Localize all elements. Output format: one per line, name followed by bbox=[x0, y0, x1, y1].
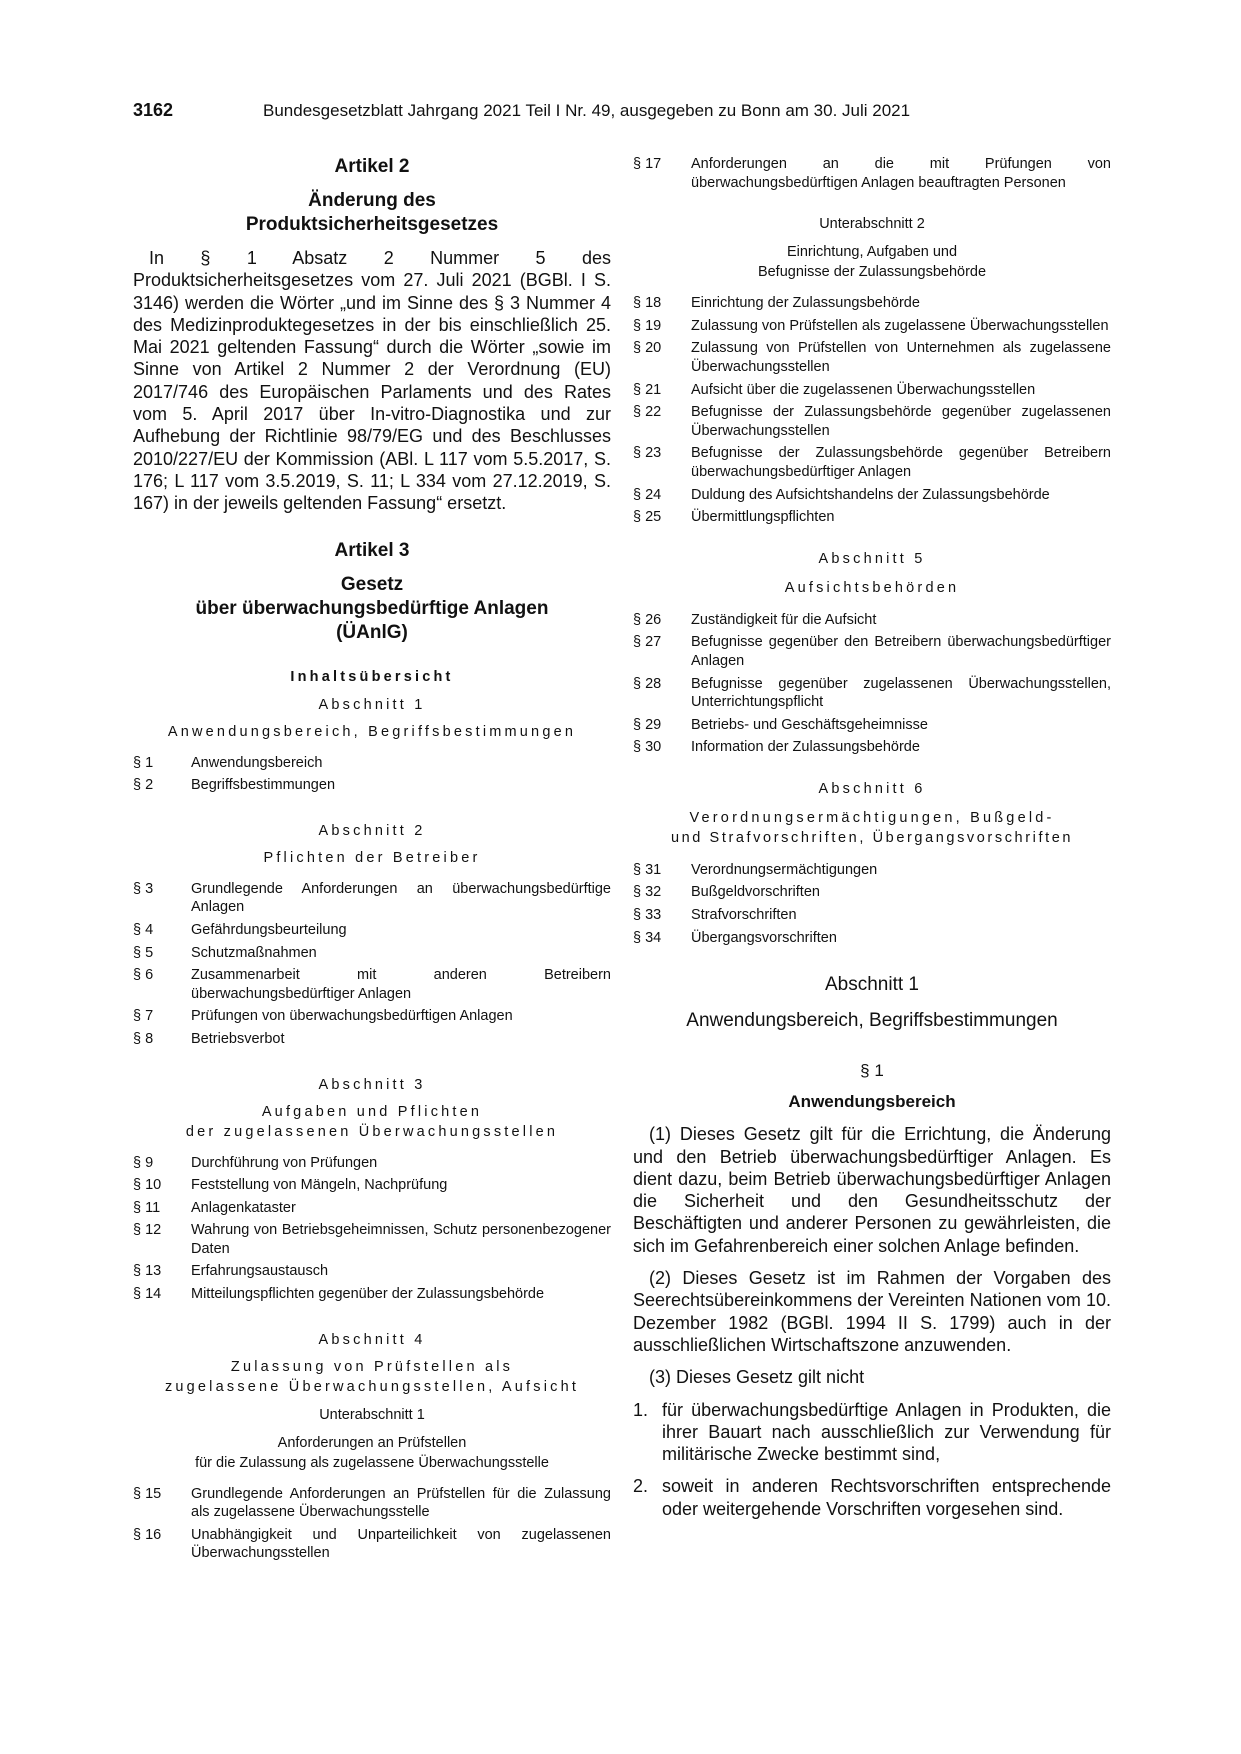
toc-entry-text: Unabhängigkeit und Unparteilichkeit von zugelassenen Überwachungsstellen bbox=[191, 1526, 611, 1562]
toc-entry-text: Übergangsvorschriften bbox=[691, 929, 837, 946]
article-3-heading bbox=[133, 573, 611, 645]
toc-section-number: § 3 bbox=[133, 880, 154, 897]
toc-section-number: § 27 bbox=[633, 634, 662, 651]
toc-section-number: § 15 bbox=[133, 1485, 162, 1502]
toc-entry bbox=[133, 944, 611, 963]
toc-entry bbox=[633, 444, 1111, 481]
toc-section-number: § 32 bbox=[633, 884, 662, 901]
toc-entry bbox=[633, 738, 1111, 757]
toc-section-number: § 11 bbox=[133, 1199, 161, 1216]
toc-section-number: § 18 bbox=[633, 295, 662, 312]
toc-abschnitt-title: Aufsichtsbehörden bbox=[784, 579, 960, 596]
toc-abschnitt-label: Abschnitt 5 bbox=[818, 550, 926, 567]
toc-entry bbox=[133, 1485, 611, 1522]
toc-section-number: § 19 bbox=[633, 317, 662, 334]
toc-section-number: § 9 bbox=[133, 1154, 154, 1171]
enumeration-text: für überwachungsbedürftige Anlagen in Produkten, die ihrer Bauart nach ausschließlich zur Verwendung für militärische Zwecke bestimmt sind, bbox=[662, 1399, 1111, 1465]
toc-section-number: § 16 bbox=[133, 1526, 162, 1543]
toc-entry bbox=[633, 403, 1111, 440]
toc-entry-text: Grundlegende Anforderungen an überwachungsbedürftige Anlagen bbox=[191, 880, 611, 916]
toc-entry-text: Grundlegende Anforderungen an Prüfstellen für die Zulassung als zugelassene Überwachungsstelle bbox=[191, 1485, 611, 1521]
toc-entry-text: Feststellung von Mängeln, Nachprüfung bbox=[191, 1177, 448, 1194]
toc-list bbox=[633, 861, 1111, 947]
toc-section-number: § 20 bbox=[633, 340, 662, 357]
enumeration-number: 1. bbox=[633, 1399, 649, 1420]
toc-entry-text: Information der Zulassungsbehörde bbox=[691, 739, 920, 756]
toc-entry bbox=[133, 1221, 611, 1258]
toc-abschnitt-label: Abschnitt 3 bbox=[318, 1076, 426, 1093]
toc-entry bbox=[633, 883, 1111, 902]
toc-entry bbox=[133, 1030, 611, 1049]
toc-section-number: § 25 bbox=[633, 509, 662, 526]
article-2-title: Artikel 2 bbox=[334, 156, 410, 177]
toc-entry bbox=[133, 1176, 611, 1195]
toc-section-number: § 17 bbox=[633, 156, 662, 172]
enumeration-item bbox=[633, 1399, 1111, 1466]
toc-entry bbox=[633, 508, 1111, 527]
toc-section-number: § 29 bbox=[633, 716, 662, 733]
toc-abschnitt-title: Verordnungsermächtigungen, Bußgeld- bbox=[689, 809, 1055, 826]
toc-entry-text: Verordnungsermächtigungen bbox=[691, 861, 878, 878]
left-column bbox=[133, 155, 611, 1567]
article-2-heading-line: Produktsicherheitsgesetzes bbox=[245, 214, 499, 235]
enumeration-item bbox=[633, 1475, 1111, 1520]
toc-entry-text: Strafvorschriften bbox=[691, 907, 797, 924]
toc-section-number: § 5 bbox=[133, 944, 154, 961]
toc-entry bbox=[633, 611, 1111, 630]
toc-entry-text: Anlagenkataster bbox=[191, 1199, 296, 1216]
article-3-heading-line: über überwachungsbedürftige Anlagen bbox=[195, 597, 549, 619]
toc-section-number: § 1 bbox=[133, 754, 154, 771]
toc-abschnitt-title: der zugelassenen Überwachungsstellen bbox=[185, 1123, 559, 1140]
toc-entry-text: Durchführung von Prüfungen bbox=[191, 1154, 378, 1171]
right-column bbox=[633, 155, 1111, 1530]
body-abschnitt-label: Abschnitt 1 bbox=[825, 974, 919, 996]
toc-entry-text: Schutzmaßnahmen bbox=[191, 944, 317, 961]
toc-entry bbox=[133, 1154, 611, 1173]
toc-entry-text: Prüfungen von überwachungsbedürftigen Anlagen bbox=[191, 1008, 513, 1025]
toc-entry-text: Zulassung von Prüfstellen von Unternehmen als zugelassene Überwachungsstellen bbox=[691, 340, 1111, 375]
toc-entry bbox=[633, 339, 1111, 376]
toc-list bbox=[133, 880, 611, 1049]
toc-section-number: § 12 bbox=[133, 1222, 162, 1239]
body-paragraph: (3) Dieses Gesetz gilt nicht bbox=[649, 1367, 865, 1388]
toc-section-number: § 30 bbox=[633, 739, 662, 756]
body-abschnitt-title: Anwendungsbereich, Begriffsbestimmungen bbox=[686, 1010, 1058, 1032]
toc-entry bbox=[133, 921, 611, 940]
toc-section-number: § 13 bbox=[133, 1263, 162, 1280]
toc-entry-text: Anwendungsbereich bbox=[191, 754, 323, 771]
toc-unterabschnitt-label: Unterabschnitt 2 bbox=[819, 216, 925, 233]
toc-title: Inhaltsübersicht bbox=[290, 668, 454, 685]
page-number: 3162 bbox=[133, 100, 174, 120]
toc-entry bbox=[133, 1007, 611, 1026]
body-paragraph: (1) Dieses Gesetz gilt für die Errichtung, die Änderung und den Betrieb überwachungsbedürftiger Anlagen. Es dient dazu, beim Betrieb überwachungsbedürftiger Anlagen die Sicherheit und den Gesundheitsschutz der Beschäftigten und anderer Personen zu gewährleisten, die sich im Gefahrenbereich einer solchen Anlage befinden. bbox=[633, 1124, 1111, 1256]
toc-abschnitt-title: Aufgaben und Pflichten bbox=[261, 1103, 483, 1120]
toc-entry-text: Duldung des Aufsichtshandelns der Zulassungsbehörde bbox=[691, 486, 1050, 503]
toc-entry bbox=[133, 1526, 611, 1563]
toc-entry-text: Anforderungen an die mit Prüfungen von überwachungsbedürftigen Anlagen beauftragten Personen bbox=[691, 156, 1111, 191]
toc-section-number: § 22 bbox=[633, 404, 662, 421]
toc-entry-text: Mitteilungspflichten gegenüber der Zulassungsbehörde bbox=[191, 1286, 545, 1303]
toc-section-number: § 21 bbox=[633, 381, 662, 398]
paragraph-title: Anwendungsbereich bbox=[788, 1092, 956, 1112]
toc-entry-text: Einrichtung der Zulassungsbehörde bbox=[691, 295, 920, 312]
toc-entry-text: Befugnisse der Zulassungsbehörde gegenüber zugelassenen Überwachungsstellen bbox=[691, 404, 1111, 439]
article-3-title: Artikel 3 bbox=[334, 539, 410, 561]
toc-entry-text: Befugnisse gegenüber zugelassenen Überwachungsstellen, Unterrichtungspflicht bbox=[691, 675, 1111, 711]
toc-entry bbox=[633, 675, 1111, 712]
toc-entry bbox=[633, 317, 1111, 336]
toc-entry-text: Zulassung von Prüfstellen als zugelassene Überwachungsstellen bbox=[691, 317, 1109, 334]
article-3-heading-line: Gesetz bbox=[340, 573, 404, 595]
toc-entry-text: Zusammenarbeit mit anderen Betreibern überwachungsbedürftiger Anlagen bbox=[191, 967, 611, 1002]
toc-entry bbox=[633, 381, 1111, 400]
toc-entry bbox=[633, 633, 1111, 670]
toc-unterabschnitt-label: Unterabschnitt 1 bbox=[319, 1406, 425, 1423]
toc-section-number: § 10 bbox=[133, 1177, 162, 1194]
toc-list bbox=[633, 611, 1111, 757]
toc-abschnitt-title: Zulassung von Prüfstellen als bbox=[230, 1358, 514, 1375]
toc-entry bbox=[133, 966, 611, 1003]
toc-unterabschnitt-title: Befugnisse der Zulassungsbehörde bbox=[757, 264, 987, 281]
toc-entry bbox=[133, 776, 611, 795]
toc-entry-text: Aufsicht über die zugelassenen Überwachungsstellen bbox=[691, 381, 1036, 398]
article-2-text: In § 1 Absatz 2 Nummer 5 des Produktsicherheitsgesetzes vom 27. Juli 2021 (BGBl. I S. 3146) werden die Wörter „und im Sinne des § 3 Nummer 4 des Medizinproduktegesetzes in der bis einschließlich 25. Mai 2021 geltenden Fassung“ durch die Wörter „sowie im Sinne von Artikel 2 Nummer 2 der Verordnung (EU) 2017/746 des Europäischen Parlaments und des Rates vom 5. April 2017 über In-vitro-Diagnostika und zur Aufhebung der Richtlinie 98/79/EG und des Beschlusses 2010/227/EU der Kommission (ABl. L 117 vom 5.5.2017, S. 176; L 117 vom 3.5.2019, S. 11; L 334 vom 27.12.2019, S. 167) in der jeweils geltenden Fassung“ ersetzt. bbox=[133, 248, 611, 514]
toc-entry bbox=[133, 1262, 611, 1281]
toc-section-number: § 4 bbox=[133, 921, 154, 938]
toc-list bbox=[133, 1154, 611, 1304]
toc-abschnitt-label: Abschnitt 6 bbox=[818, 780, 926, 797]
toc-entry-text: Zuständigkeit für die Aufsicht bbox=[691, 611, 877, 628]
toc-list bbox=[633, 155, 1111, 192]
toc-entry-text: Befugnisse der Zulassungsbehörde gegenüber Betreibern überwachungsbedürftiger Anlagen bbox=[691, 445, 1111, 480]
toc-entry-text: Wahrung von Betriebsgeheimnissen, Schutz personenbezogener Daten bbox=[191, 1222, 611, 1257]
toc-entry-text: Bußgeldvorschriften bbox=[691, 884, 820, 901]
toc-unterabschnitt-title: Anforderungen an Prüfstellen bbox=[277, 1434, 467, 1451]
toc-section-number: § 24 bbox=[633, 486, 662, 503]
toc-abschnitt-label: Abschnitt 2 bbox=[318, 822, 426, 839]
toc-entry bbox=[633, 486, 1111, 505]
enumeration-text: soweit in anderen Rechtsvorschriften entsprechende oder weitergehende Vorschriften vorgesehen sind. bbox=[662, 1476, 1111, 1519]
toc-section-number: § 34 bbox=[633, 929, 662, 946]
toc-entry-text: Betriebsverbot bbox=[191, 1030, 285, 1047]
toc-entry-text: Gefährdungsbeurteilung bbox=[191, 921, 347, 938]
toc-abschnitt-title: zugelassene Überwachungsstellen, Aufsicht bbox=[164, 1378, 580, 1395]
toc-entry-text: Betriebs- und Geschäftsgeheimnisse bbox=[691, 716, 928, 733]
page-header bbox=[133, 100, 1113, 128]
toc-section-number: § 7 bbox=[133, 1008, 154, 1025]
toc-section-number: § 26 bbox=[633, 611, 662, 628]
toc-entry-text: Übermittlungspflichten bbox=[691, 509, 835, 526]
toc-section-number: § 2 bbox=[133, 777, 154, 794]
toc-section-number: § 6 bbox=[133, 967, 154, 984]
enumeration-list bbox=[633, 1399, 1111, 1520]
toc-section-number: § 14 bbox=[133, 1286, 162, 1303]
toc-entry-text: Befugnisse gegenüber den Betreibern überwachungsbedürftiger Anlagen bbox=[691, 634, 1111, 669]
toc-entry bbox=[633, 861, 1111, 880]
toc-abschnitt-title: Pflichten der Betreiber bbox=[263, 849, 481, 866]
toc-entry bbox=[133, 880, 611, 917]
toc-list bbox=[133, 754, 611, 795]
toc-entry bbox=[633, 716, 1111, 735]
body-paragraph: (2) Dieses Gesetz ist im Rahmen der Vorgaben des Seerechtsübereinkommens der Vereinten Nationen vom 10. Dezember 1982 (BGBl. 1994 II S. 1799) auch in der ausschließlichen Wirtschaftszone anzuwenden. bbox=[633, 1268, 1111, 1355]
toc-abschnitt-title: Anwendungsbereich, Begriffsbestimmungen bbox=[167, 723, 577, 740]
toc-entry-text: Erfahrungsaustausch bbox=[191, 1263, 329, 1280]
header-text: Bundesgesetzblatt Jahrgang 2021 Teil I Nr. 49, ausgegeben zu Bonn am 30. Juli 2021 bbox=[263, 101, 911, 120]
toc-entry bbox=[133, 754, 611, 773]
paragraph-number: § 1 bbox=[860, 1061, 884, 1081]
toc-entry-text: Begriffsbestimmungen bbox=[191, 777, 336, 794]
toc-entry bbox=[633, 294, 1111, 313]
toc-entry bbox=[633, 906, 1111, 925]
toc-section-number: § 31 bbox=[633, 861, 662, 878]
toc-entry bbox=[633, 155, 1111, 192]
toc-section-number: § 23 bbox=[633, 445, 662, 462]
article-3-heading-line: (ÜAnlG) bbox=[336, 621, 408, 643]
toc-section-number: § 8 bbox=[133, 1030, 154, 1047]
toc-entry bbox=[633, 929, 1111, 948]
toc-abschnitt-label: Abschnitt 4 bbox=[318, 1331, 426, 1348]
toc-unterabschnitt-title: für die Zulassung als zugelassene Überwachungsstelle bbox=[195, 1454, 549, 1471]
toc-list bbox=[633, 294, 1111, 527]
toc-list bbox=[133, 1485, 611, 1563]
toc-section-number: § 33 bbox=[633, 907, 662, 924]
toc-unterabschnitt-title: Einrichtung, Aufgaben und bbox=[786, 244, 958, 261]
enumeration-number: 2. bbox=[633, 1476, 649, 1497]
article-2-heading-line: Änderung des bbox=[308, 190, 436, 211]
toc-section-number: § 28 bbox=[633, 675, 662, 692]
toc-abschnitt-label: Abschnitt 1 bbox=[318, 696, 426, 713]
article-2-heading bbox=[133, 189, 611, 237]
toc-abschnitt-title: und Strafvorschriften, Übergangsvorschriften bbox=[670, 829, 1074, 846]
toc-entry bbox=[133, 1285, 611, 1304]
toc-entry bbox=[133, 1199, 611, 1218]
